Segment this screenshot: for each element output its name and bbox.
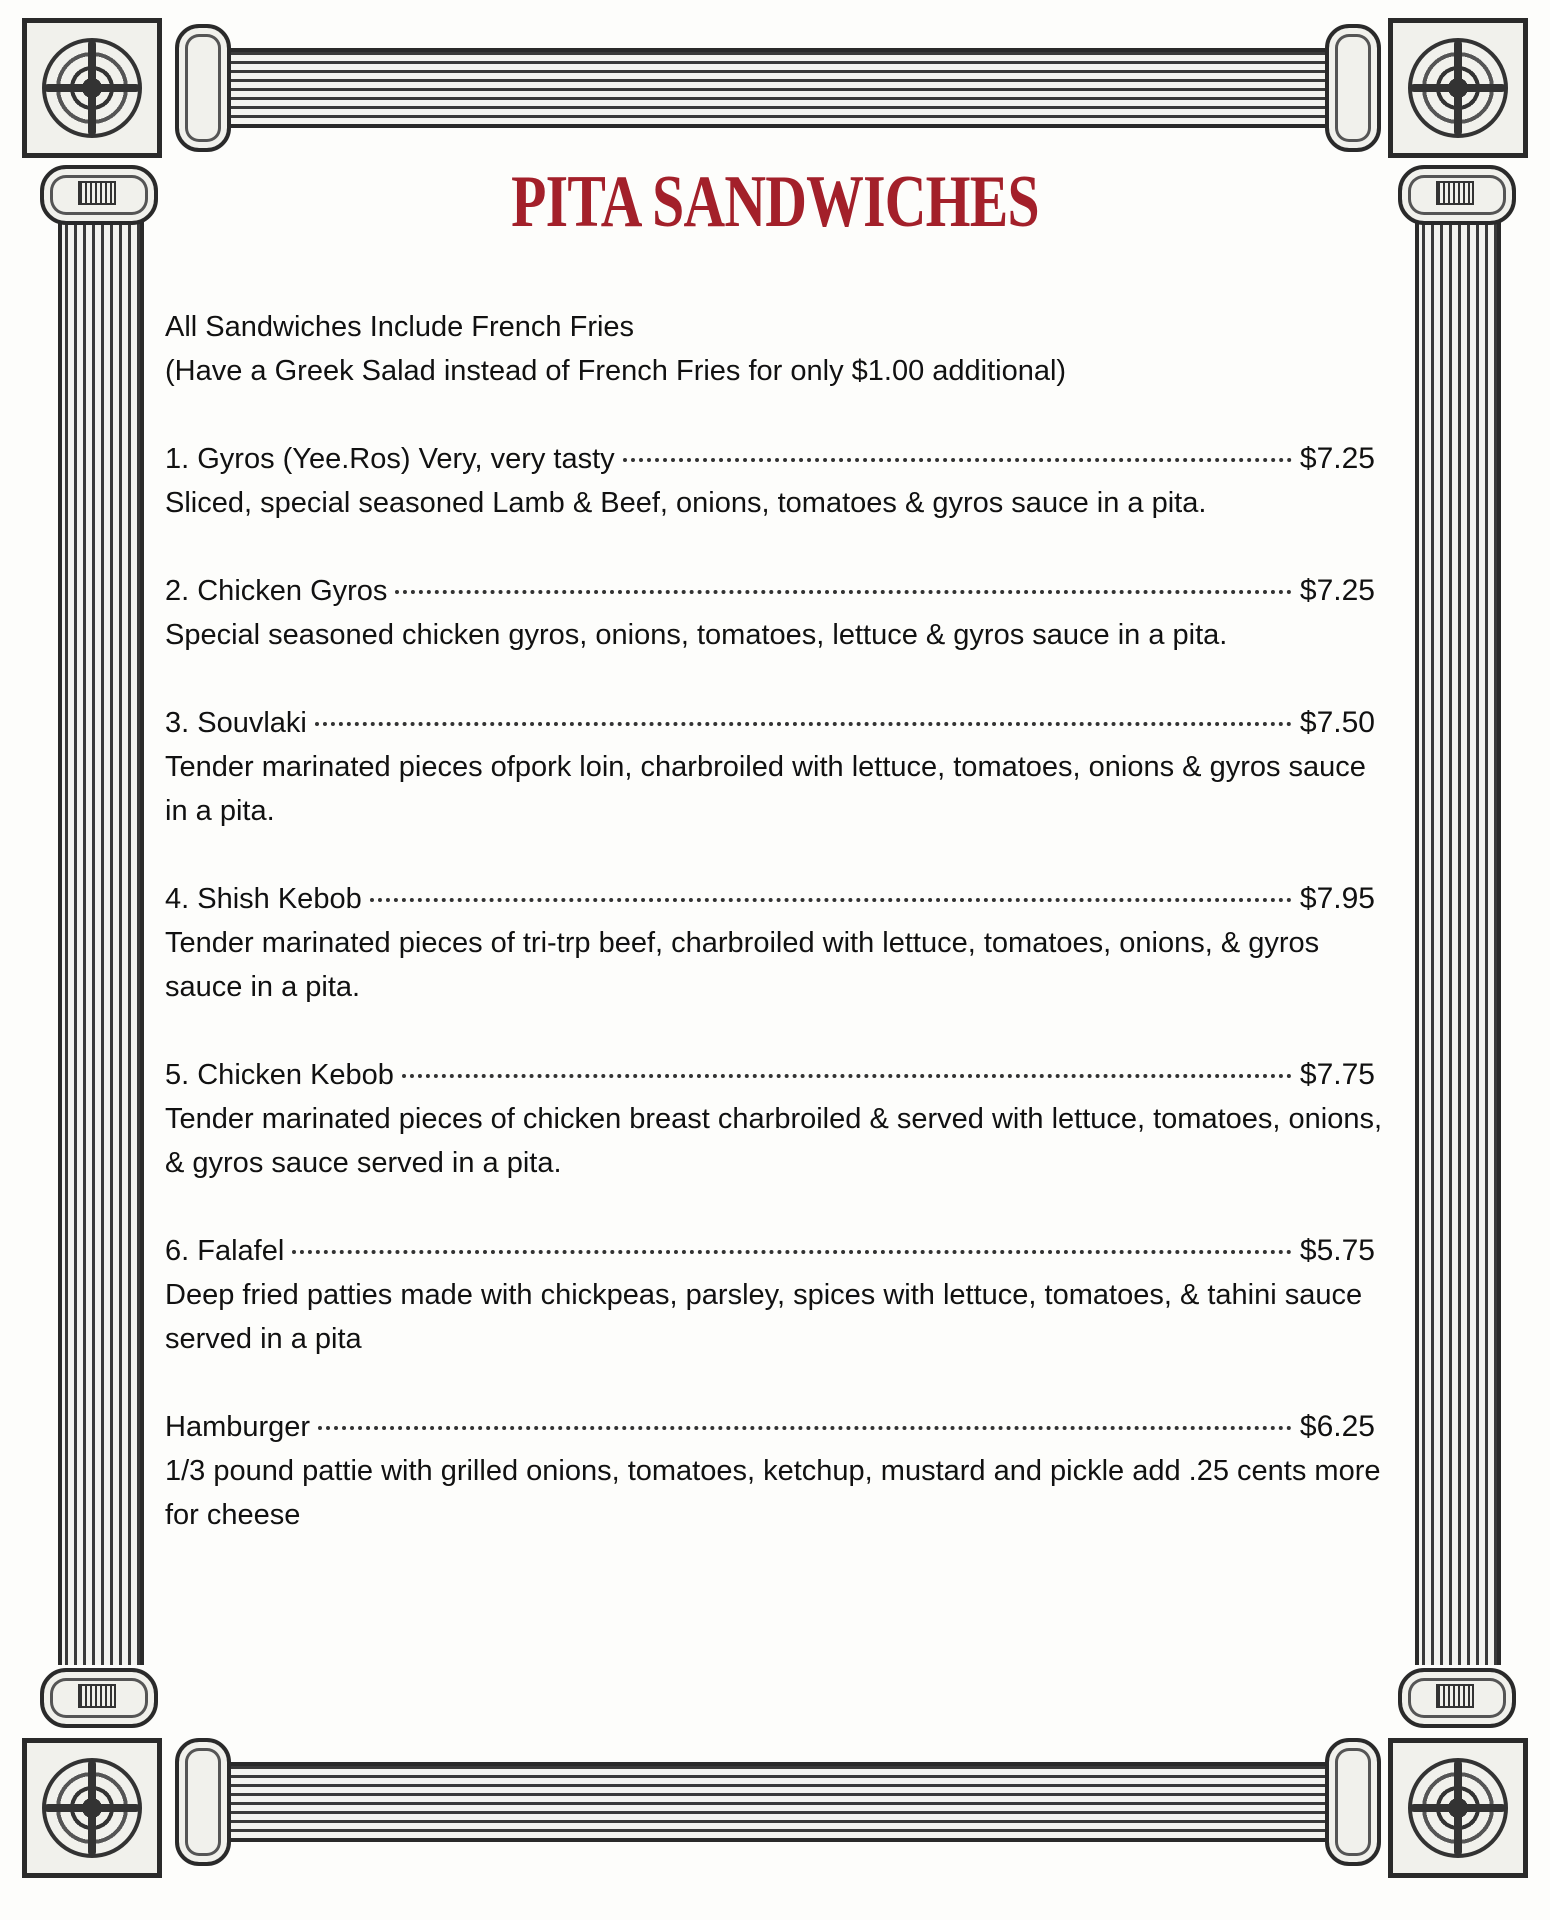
column-capital-icon [40, 165, 158, 225]
dot-leader [395, 590, 1292, 594]
right-frame-column [1415, 215, 1501, 1665]
dot-leader [402, 1074, 1292, 1078]
item-description: 1/3 pound pattie with grilled onions, tomatoes, ketchup, mustard and pickle add .25 cents more for cheese [165, 1455, 1381, 1531]
item-name: 5. Chicken Kebob [165, 1059, 394, 1091]
item-description: Tender marinated pieces ofpork loin, charbroiled with lettuce, tomatoes, onions & gyros sauce in a pita. [165, 751, 1366, 827]
menu-item [165, 701, 1395, 833]
bottom-frame-beam [200, 1762, 1350, 1842]
menu-item [165, 1229, 1395, 1361]
item-price: $7.50 [1299, 706, 1375, 739]
intro-line: (Have a Greek Salad instead of French Fries for only $1.00 additional) [165, 355, 1067, 387]
scroll-ornament-icon [1325, 1738, 1381, 1866]
item-description: Tender marinated pieces of chicken breast charbroiled & served with lettuce, tomatoes, onions, & gyros sauce served in a pita. [165, 1103, 1383, 1179]
menu-item [165, 437, 1395, 525]
item-name: 6. Falafel [165, 1235, 285, 1267]
menu-item [165, 877, 1395, 1009]
item-price: $7.95 [1299, 882, 1375, 915]
item-name: 1. Gyros (Yee.Ros) Very, very tasty [165, 443, 615, 475]
item-name: 3. Souvlaki [165, 707, 307, 739]
left-frame-column [58, 215, 144, 1665]
item-price: $7.25 [1299, 574, 1375, 607]
rosette-corner-icon [1388, 1738, 1528, 1878]
menu-content [165, 305, 1395, 1581]
item-description: Deep fried patties made with chickpeas, parsley, spices with lettuce, tomatoes, & tahini sauce served in a pita [165, 1279, 1363, 1355]
menu-intro [165, 305, 1395, 393]
dot-leader [318, 1426, 1292, 1430]
item-price: $7.75 [1299, 1058, 1375, 1091]
column-capital-icon [1398, 165, 1516, 225]
rosette-corner-icon [22, 1738, 162, 1878]
item-price: $7.25 [1299, 442, 1375, 475]
menu-item [165, 1053, 1395, 1185]
dot-leader [315, 722, 1292, 726]
dot-leader [623, 458, 1292, 462]
item-name: 4. Shish Kebob [165, 883, 362, 915]
item-description: Sliced, special seasoned Lamb & Beef, onions, tomatoes & gyros sauce in a pita. [165, 487, 1207, 519]
top-frame-beam [200, 48, 1350, 128]
dot-leader [370, 898, 1292, 902]
item-description: Tender marinated pieces of tri-trp beef, charbroiled with lettuce, tomatoes, onions, & gyros sauce in a pita. [165, 927, 1320, 1003]
item-price: $6.25 [1299, 1410, 1375, 1443]
dot-leader [292, 1250, 1292, 1254]
item-price: $5.75 [1299, 1234, 1375, 1267]
rosette-corner-icon [22, 18, 162, 158]
scroll-ornament-icon [175, 24, 231, 152]
scroll-ornament-icon [1325, 24, 1381, 152]
intro-line: All Sandwiches Include French Fries [165, 311, 635, 343]
menu-item [165, 569, 1395, 657]
item-description: Special seasoned chicken gyros, onions, tomatoes, lettuce & gyros sauce in a pita. [165, 619, 1228, 651]
scroll-ornament-icon [175, 1738, 231, 1866]
column-capital-icon [1398, 1668, 1516, 1728]
menu-item [165, 1405, 1395, 1537]
menu-title: PITA SANDWICHES [511, 161, 1039, 243]
item-name: 2. Chicken Gyros [165, 575, 388, 607]
item-name: Hamburger [165, 1411, 311, 1443]
rosette-corner-icon [1388, 18, 1528, 158]
column-capital-icon [40, 1668, 158, 1728]
